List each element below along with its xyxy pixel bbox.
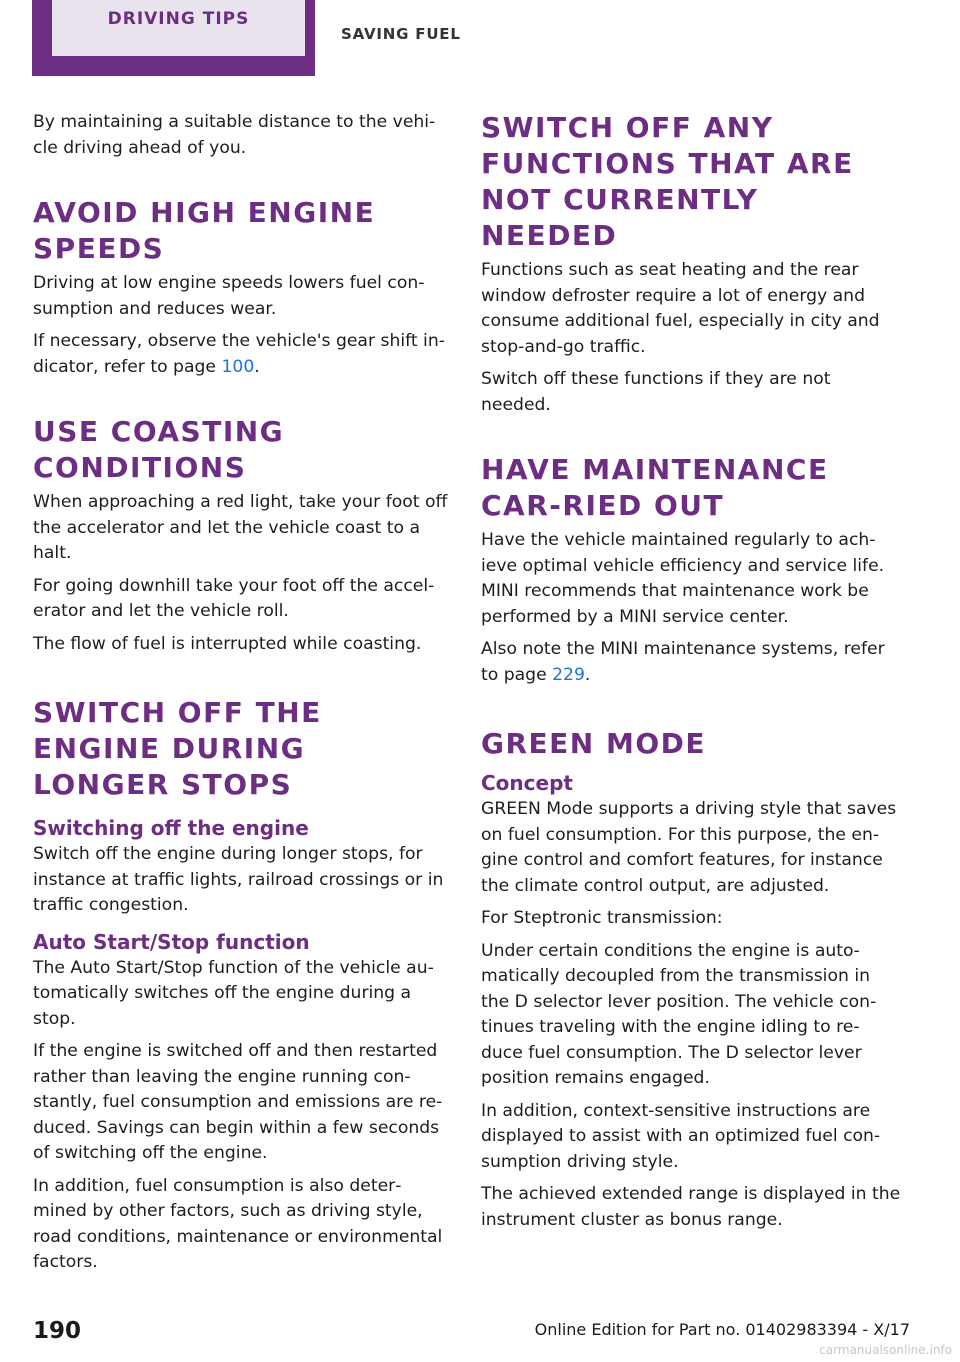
edition-footer: Online Edition for Part no. 01402983394 - X/17: [534, 1320, 910, 1339]
heading-switch-off-functions: SWITCH OFF ANY FUNCTIONS THAT ARE NOT CURRENTLY NEEDED: [481, 111, 854, 252]
paragraph: Functions such as seat heating and the rear window defroster require a lot of energy and consume additional fuel, especially in city and stop-and-go traffic.: [481, 260, 880, 357]
left-column: [33, 110, 453, 1283]
paragraph: GREEN Mode supports a driving style that saves on fuel consumption. For this purpose, the en‐gine control and comfort features, for instance the climate control output, are adjusted.: [481, 799, 897, 896]
heading-use-coasting-conditions: USE COASTING CONDITIONS: [33, 415, 285, 484]
subheading-switching-off-engine: Switching off the engine: [33, 816, 309, 840]
chapter-tab-inner: [52, 0, 305, 56]
paragraph-text: If necessary, observe the vehicle's gear shift in‐dicator, refer to page: [33, 331, 445, 377]
paragraph: The flow of fuel is interrupted while coasting.: [33, 633, 422, 654]
paragraph: In addition, context-sensitive instructions are displayed to assist with an optimized fuel con‐sumption driving style.: [481, 1100, 881, 1172]
paragraph-text: .: [254, 356, 260, 377]
paragraph: The Auto Start/Stop function of the vehicle au‐tomatically switches off the engine during a stop.: [33, 957, 434, 1029]
page-number: 190: [33, 1318, 82, 1344]
paragraph: When approaching a red light, take your foot off the accelerator and let the vehicle coast to a halt.: [33, 492, 448, 563]
paragraph-with-page-ref: [481, 637, 901, 688]
heading-green-mode: GREEN MODE: [481, 727, 707, 760]
paragraph-text: Also note the MINI maintenance systems, refer to page: [481, 639, 885, 685]
chapter-tab-label: DRIVING TIPS: [107, 9, 250, 29]
page-header: [0, 0, 960, 80]
paragraph: For Steptronic transmission:: [481, 908, 723, 928]
page-ref-link[interactable]: 229: [552, 664, 585, 685]
section-tab-label[interactable]: SAVING FUEL: [341, 25, 461, 43]
heading-switch-off-engine: SWITCH OFF THE ENGINE DURING LONGER STOPS: [33, 696, 322, 801]
page-ref-link[interactable]: 100: [221, 356, 255, 377]
paragraph-with-page-ref: [33, 329, 453, 380]
chapter-tab[interactable]: [32, 0, 315, 76]
subheading-concept: Concept: [481, 771, 573, 795]
paragraph: The achieved extended range is displayed in the instrument cluster as bonus range.: [481, 1184, 901, 1230]
intro-paragraph: By maintaining a suitable distance to the vehi‐cle driving ahead of you.: [33, 112, 436, 158]
paragraph: If the engine is switched off and then restarted rather than leaving the engine running con‐stantly, fuel consumption and emissions are re‐duced. Savings can begin within a few seconds of switching off the engine.: [33, 1041, 443, 1163]
paragraph: Switch off these functions if they are not needed.: [481, 369, 831, 415]
paragraph: For going downhill take your foot off the accel‐erator and let the vehicle roll.: [33, 575, 435, 621]
subheading-auto-start-stop: Auto Start/Stop function: [33, 929, 310, 954]
paragraph: Switch off the engine during longer stops, for instance at traffic lights, railroad crossings or in traffic congestion.: [33, 844, 444, 915]
right-column: [481, 110, 901, 1240]
watermark: carmanualsonline.info: [819, 1343, 952, 1357]
paragraph: Have the vehicle maintained regularly to ach‐ieve optimal vehicle efficiency and service life. MINI recommends that maintenance work be performed by a MINI service center.: [481, 530, 885, 627]
paragraph: Driving at low engine speeds lowers fuel con‐sumption and reduces wear.: [33, 273, 425, 319]
heading-have-maintenance: HAVE MAINTENANCE CAR‐RIED OUT: [481, 453, 829, 522]
heading-avoid-high-engine-speeds: AVOID HIGH ENGINE SPEEDS: [33, 196, 376, 265]
paragraph-text: .: [584, 664, 591, 685]
paragraph: In addition, fuel consumption is also deter‐mined by other factors, such as driving style, road conditions, maintenance or environmental factors.: [33, 1175, 443, 1272]
paragraph: Under certain conditions the engine is auto‐matically decoupled from the transmission in the D selector lever position. The vehicle con‐tinues traveling with the engine idling to re‐duce fuel consumption. The D selector lever position remains engaged.: [481, 940, 877, 1088]
